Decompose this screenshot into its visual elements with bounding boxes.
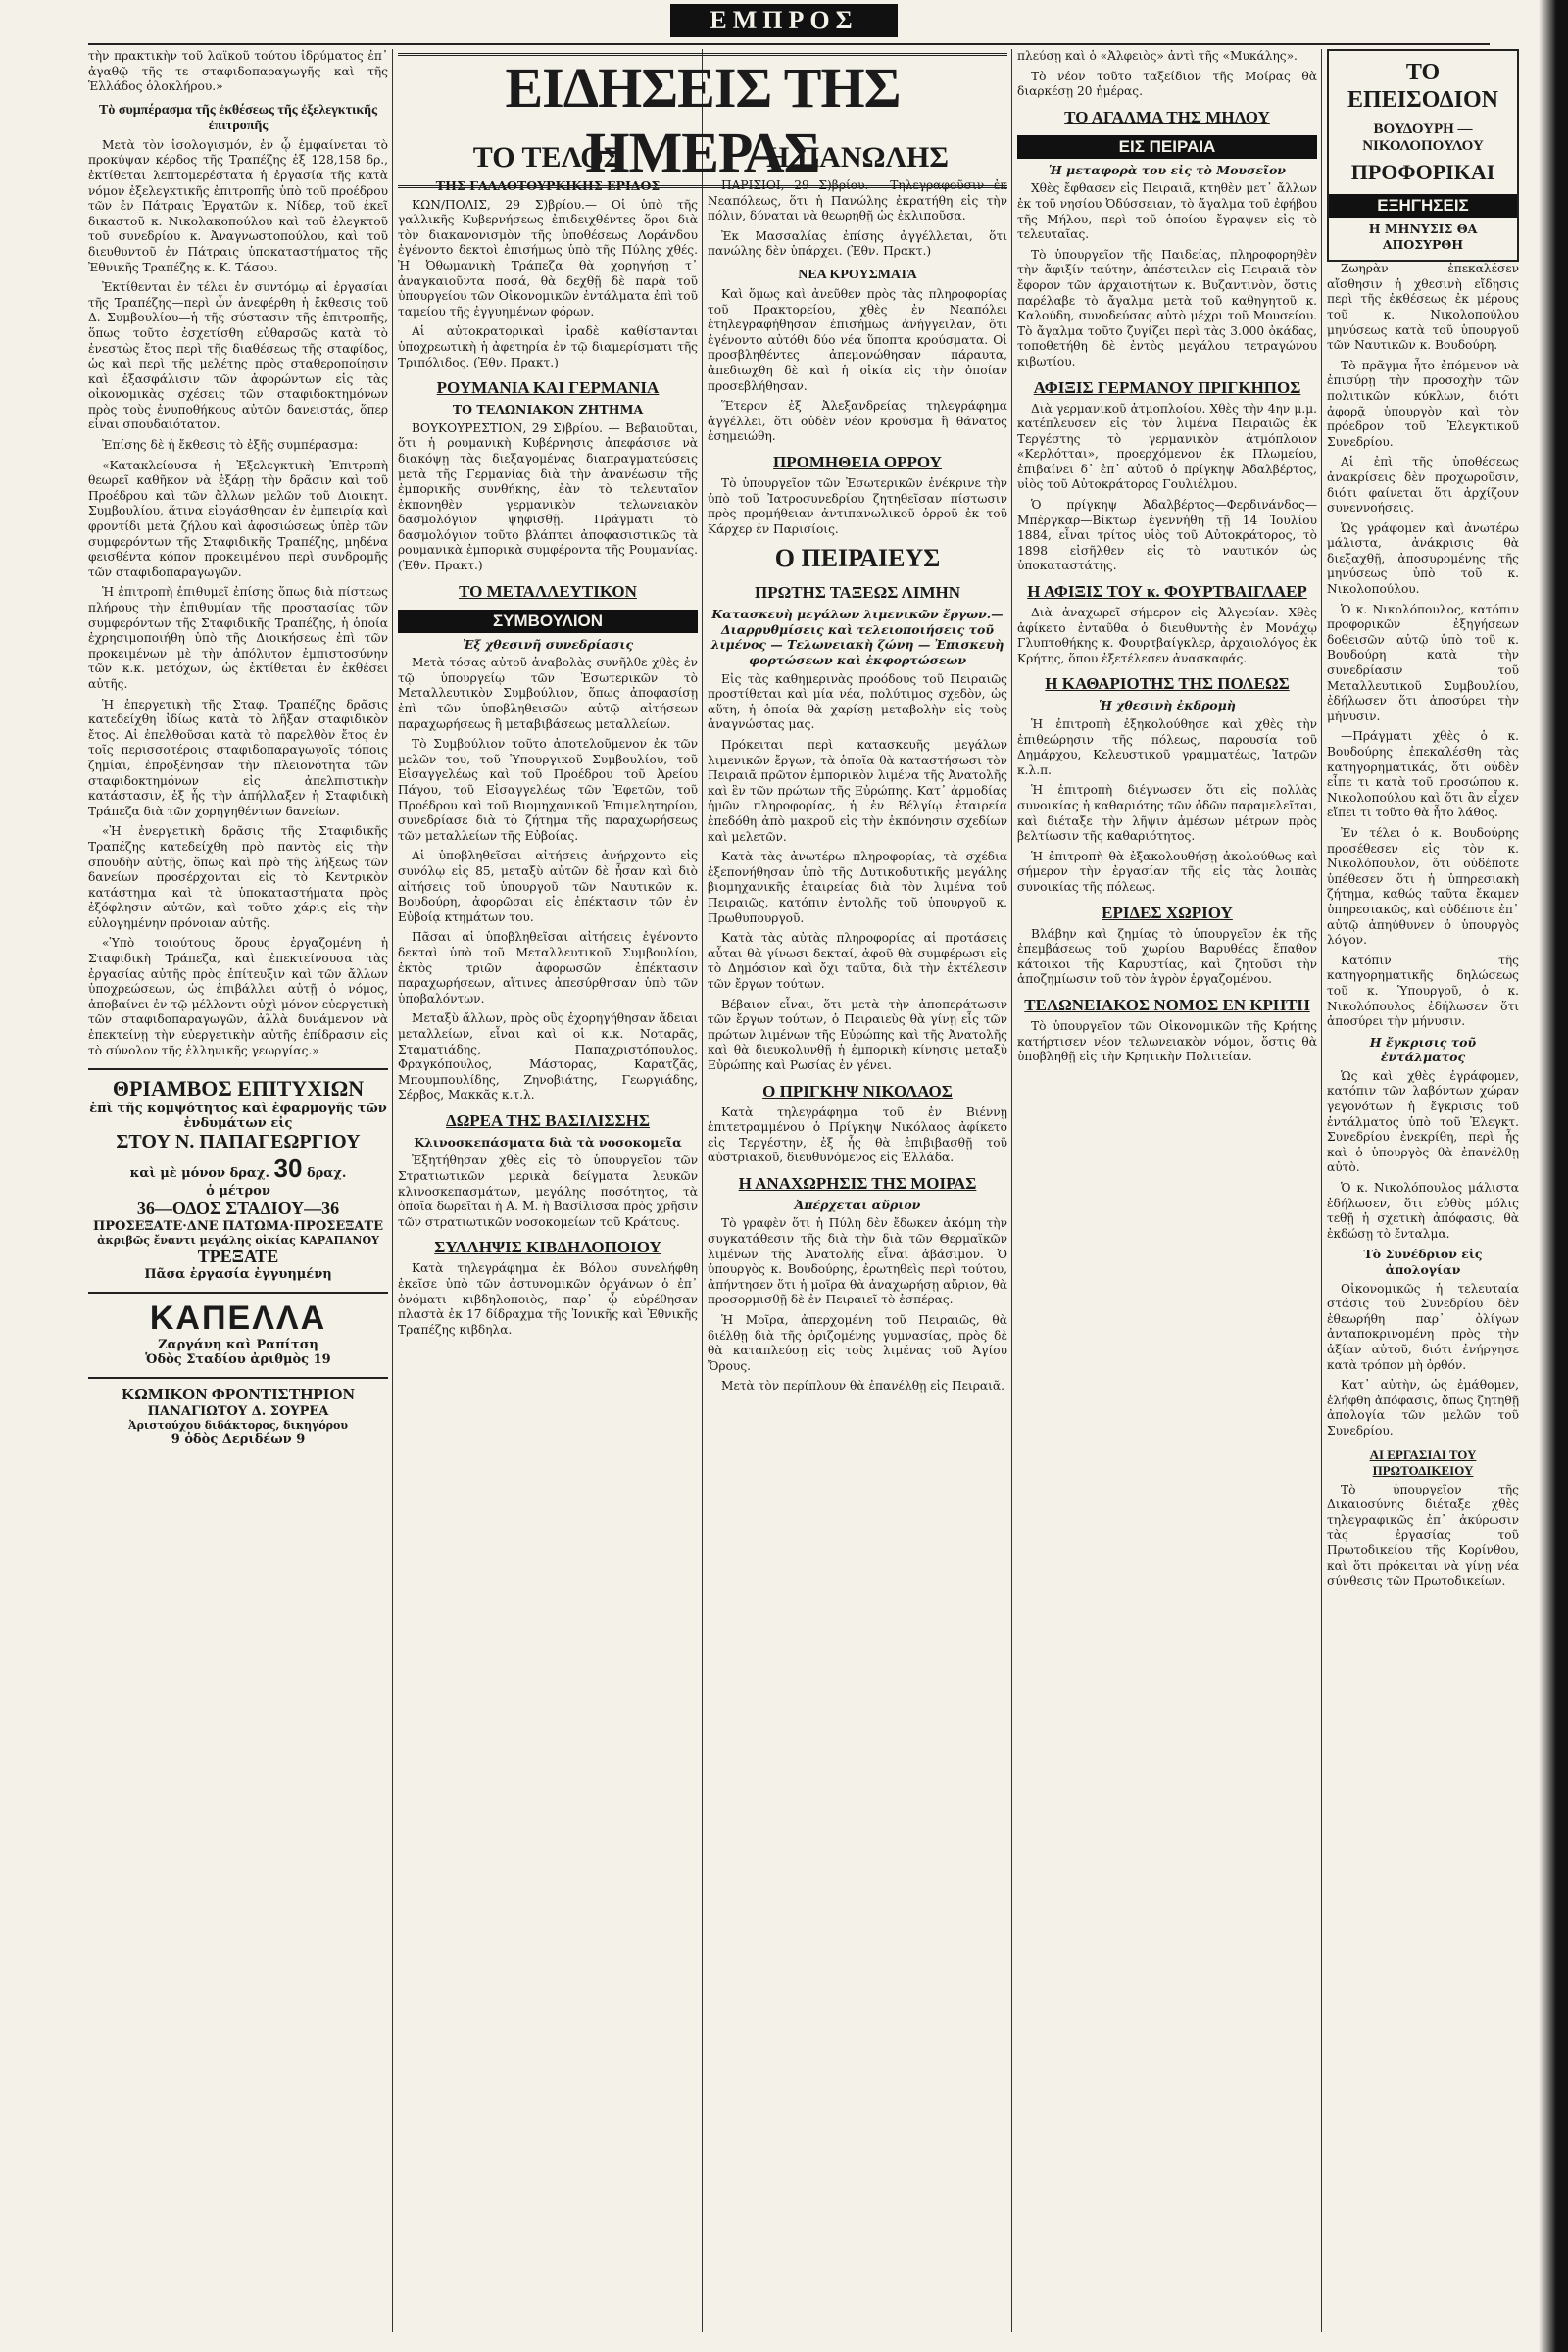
- column-divider: [392, 49, 393, 2332]
- paragraph: Ὡς γράφομεν καὶ ἀνωτέρω μάλιστα, ἀνάκρισις θὰ διεξαχθῇ, ἀποσυρομένης τῆς μηνύσεως ὑπὸ τοῦ κ. Νικολοπούλου.: [1327, 520, 1519, 597]
- column-divider: [1321, 49, 1322, 2332]
- paragraph: Ὁ κ. Νικολόπουλος, κατόπιν προφορικῶν ἐξηγήσεων δοθεισῶν αὐτῷ ὑπὸ τοῦ κ. Βουδούρη κατὰ τὴν συνεδρίασιν τοῦ Μεταλλευτικοῦ Συμβουλίου, ἐδήλωσεν ὅτι ἀποσύρει τὴν μήνυσιν.: [1327, 602, 1519, 723]
- paragraph: Κατ᾽ αὐτὴν, ὡς ἐμάθομεν, ἐλήφθη ἀπόφασις, ὅπως ζητηθῇ ἀπολογία τῶν μελῶν τοῦ Συνεδρίου.: [1327, 1378, 1519, 1438]
- paragraph: Ὁ πρίγκηψ Ἀδαλβέρτος—Φερδινάνδος—Μπέργκαρ—Βίκτωρ ἐγεννήθη τῇ 14 Ἰουλίου 1884, εἶναι τρίτος υἱὸς τοῦ Αὐτοκράτορος, τὸ 1898 εἰσῆλθεν εἰς τὸ ναυτικόν ὡς ὑποκαταστάτης.: [1017, 498, 1317, 573]
- article-heading: Η ΠΑΝΩΛΗΣ: [766, 141, 949, 173]
- masthead: [78, 4, 1490, 41]
- ad-price-suffix: δραχ.: [306, 1166, 347, 1182]
- column-divider: [702, 49, 703, 2332]
- article-subheading: Τὸ Συνέδριον εἰς ἀπολογίαν: [1363, 1247, 1483, 1277]
- ad-text: ἐπὶ τῆς κομψότητος καὶ ἐφαρμογῆς τῶν ἐνδυμάτων εἰς: [89, 1102, 387, 1132]
- advertisement-school: [88, 1377, 388, 1446]
- column-3: [708, 137, 1007, 2332]
- paragraph: Ἡ ἐπιτροπὴ θὰ ἐξακολουθήσῃ ἀκολούθως καὶ σήμερον τὴν ἐργασίαν τῆς εἰς τὰς λοιπὰς συνοικίας τῆς πόλεως.: [1017, 849, 1317, 894]
- paragraph: Βλάβην καὶ ζημίας τὸ ὑπουργεῖον ἐκ τῆς ἐπεμβάσεως τοῦ χωρίου Βαρυθέας ἔπαθον κάτοικοι τῆς Καρυστίας, καὶ ζητοῦσι τὴν ἀποζημίωσιν τοῦ τὸν ἀγρὸν ἐργαζομένου.: [1017, 926, 1317, 987]
- ad-address: ΠΡΟΣΕΞΑΤΕ·ΔΝΕ ΠΑΤΩΜΑ·ΠΡΟΣΕΞΑΤΕ: [92, 1219, 384, 1235]
- article-heading: ΠΡΟΜΗΘΕΙΑ ΟΡΡΟΥ: [773, 452, 942, 471]
- article-heading: Η ΑΝΑΧΩΡΗΣΙΣ ΤΗΣ ΜΟΙΡΑΣ: [738, 1173, 977, 1193]
- paragraph: «Ὑπὸ τοιούτους ὅρους ἐργαζομένη ἡ Σταφιδικὴ Τράπεζα, καὶ ἐπεκτείνουσα τὰς ἐργασίας αὐτῆς πρὸς ἐπίτευξιν καὶ τῶν ἄλλων ὑποχρεώσεων, ὡς ἐπιβάλλει αὐτῇ ὁ νόμος, ἀποβαίνει ἐν τῷ μέλλοντι οὐχὶ μόνον εὐεργετικὴ τῶν σταφιδοπαραγωγῶν, ἀλλὰ δυνάμενον νὰ ἐπεκτείνῃ τὴν εὐεργετικὴν αὐτῆς ἐπίδρασιν εἰς τὸ σύνολον τῆς ἑλληνικῆς γεωργίας.»: [88, 936, 388, 1057]
- column-4: [1017, 49, 1317, 2332]
- ad-address: 36—ΟΔΟΣ ΣΤΑΔΙΟΥ—36: [136, 1199, 340, 1219]
- article-heading: ΕΞΗΓΗΣΕΙΣ: [1329, 194, 1517, 218]
- paragraph: Χθὲς ἔφθασεν εἰς Πειραιᾶ, κτηθὲν μετ᾽ ἄλλων ἐκ τοῦ νησίου Ὀδύσσειαν, τὸ ἄγαλμα τοῦ ἐφήβου τῆς Μήλου, περὶ τοῦ ὁποίου ἔγραψεν εἰς τὸ τελευταῖας.: [1017, 181, 1317, 242]
- paragraph: Ἐξητήθησαν χθὲς εἰς τὸ ὑπουργεῖον τῶν Στρατιωτικῶν μερικὰ δείγματα λευκῶν κλινοσκεπασμάτων, μεγάλης ποσότητος, τὰ ὁποῖα δωρεῖται ἡ Α. Μ. ἡ Βασίλισσα πρὸς χρῆσιν τῶν στρατιωτικῶν νοσοκομείων τοῦ Κράτους.: [398, 1153, 698, 1229]
- ad-title: ΚΑΠΕΛΛΑ: [149, 1299, 327, 1338]
- paragraph: Πρόκειται περὶ κατασκευῆς μεγάλων λιμενικῶν ἔργων, τὰ ὁποῖα θὰ καταστήσωσι τὸν Πειραιᾶ πρῶτον ἐμπορικὸν λιμένα τῆς Ἀνατολῆς καὶ ἓν τῶν πρώτων τῆς Εὐρώπης. Κατ᾽ ἀρμοδίας ἡμῶν πληροφορίας, ἡ ἐν Βέλγίῳ ἑταιρεία ἐπεδόθη ἀπὸ μακροῦ εἰς τὴν ἐκπόνησιν σχεδίων καὶ μελετῶν.: [708, 738, 1007, 844]
- paragraph: Αἱ ὑποβληθεῖσαι αἰτήσεις ἀνήρχοντο εἰς συνόλῳ εἰς 85, μεταξὺ αὐτῶν δὲ ἦσαν καὶ διὸ αἰτήσεις τοῦ ὑπουργοῦ τῶν Ναυτικῶν κ. Βουδούρη, ἀφορῶσαι εἰς ἐπέκτασιν τῶν ἐν Εὐβοίᾳ κτημάτων του.: [398, 849, 698, 924]
- paragraph: Κατὰ τὰς αὐτὰς πληροφορίας αἱ προτάσεις αὗται θὰ γίνωσι δεκταί, ἀφοῦ θὰ συμφέρωσι εἰς τὸ Δημόσιον καὶ ὄχι ταῦτα, διὰ τὴν ἐκτέλεσιν τῶν ἔργων τούτων.: [708, 931, 1007, 991]
- paragraph: Διὰ ἀναχωρεῖ σήμερον εἰς Ἀλγερίαν. Χθὲς ἀφίκετο ἐνταῦθα ὁ διευθυντὴς ἐν Μονάχῳ Γλυπτοθήκης κ. Φουρτβαίγκλερ, ἀρχαιολόγος ἐκ Κρήτης, ὅπου ἐξετέλεσεν ἀνασκαφάς.: [1017, 606, 1317, 665]
- paragraph: Ἐπίσης δὲ ἡ ἔκθεσις τὸ ἐξῆς συμπέρασμα:: [102, 438, 359, 453]
- paragraph: Οἰκονομικῶς ἡ τελευταία στάσις τοῦ Συνεδρίου δὲν ἐθεωρήθη παρ᾽ ὀλίγων ἀνταποκρινομένη πρὸς τὴν ἀξίαν αὐτοῦ, διότι ἐνήργησε κατὰ τρόπον μὴ ὀρθόν.: [1327, 1281, 1519, 1372]
- article-heading: Ο ΠΡΙΓΚΗΨ ΝΙΚΟΛΑΟΣ: [762, 1081, 953, 1101]
- article-heading: ΠΡΟΦΟΡΙΚΑΙ: [1350, 160, 1495, 184]
- masthead-rule: [88, 43, 1490, 45]
- paragraph: πλεύσῃ καὶ ὁ «Ἀλφειὸς» ἀντὶ τῆς «Μυκάλης».: [1017, 49, 1298, 63]
- article-heading: ΑΦΙΞΙΣ ΓΕΡΜΑΝΟΥ ΠΡΙΓΚΗΠΟΣ: [1033, 377, 1301, 397]
- paragraph: Ἡ ἐπιτροπὴ ἐξηκολούθησε καὶ χθὲς τὴν ἐπιθεώρησιν τῆς πόλεως, παρουσία τοῦ Δημάρχου, Κελευστικοῦ γραμματέως, Ἰατρῶν κ.λ.π.: [1017, 717, 1317, 777]
- advertisement-tailor: [88, 1068, 388, 1282]
- article-heading: ΝΕΑ ΚΡΟΥΣΜΑΤΑ: [798, 267, 917, 282]
- paragraph: Ἡ ἐπιτροπὴ διέγνωσεν ὅτι εἰς πολλὰς συνοικίας ἡ καθαριότης τῶν ὁδῶν παραμελεῖται, καὶ διέταξε τὴν λῆψιν ἀμέσων μέτρων πρὸς βελτίωσιν τῆς καθαριότητος.: [1017, 783, 1317, 844]
- paragraph: Ὁ κ. Νικολόπουλος μάλιστα ἐδήλωσεν, ὅτι εὐθὺς μόλις τεθῇ ἡ σχετικὴ ἀπόφασις, θὰ ἐκδώσῃ τὸ ἔνταλμα.: [1327, 1181, 1519, 1241]
- paragraph: Τὸ Συμβούλιον τοῦτο ἀποτελοῦμενον ἐκ τῶν μελῶν του, τοῦ Ὑπουργικοῦ Συμβουλίου, τοῦ Εἰσαγγελέως καὶ τοῦ Προέδρου τοῦ Ἀρείου Πάγου, τοῦ Εἰσαγγελέως τῶν Ἐφετῶν, τοῦ Προέδρου καὶ τοῦ Βιομηχανικοῦ Ἐπιμελητηρίου, συνεδρίασε διὰ τὸ ζήτημα τῆς παραχωρήσεως τῶν μεταλλείων τῆς Εὐβοίας.: [398, 737, 698, 843]
- article-heading: Ο ΠΕΙΡΑΙΕΥΣ: [774, 544, 941, 573]
- paragraph: Ἐν τέλει ὁ κ. Βουδούρης προσέθεσεν εἰς τὸν κ. Νικολόπουλον, ὅτι οὐδέποτε ὑπέθεσεν ὅτι ἡ ὑπηρεσιακὴ ζήτημα, καθώς ταῦτα ἔκαμεν ὑπηρεσιακῶς, καὶ οὐδέποτε ἐπ᾽ αὐτῷ ἀπηύθυνεν ὁ ὑπουργὸς λόγον.: [1327, 825, 1519, 948]
- paragraph: Τὸ ὑπουργεῖον τῶν Οἰκονομικῶν τῆς Κρήτης κατήρτισεν νέον τελωνειακὸν νόμον, ὅστις θὰ ὑποβληθῇ εἰς τὴν Κρητικὴν Πολιτείαν.: [1017, 1018, 1317, 1064]
- paragraph: ΚΩΝ/ΠΟΛΙΣ, 29 Σ)βρίου.— Οἱ ὑπὸ τῆς γαλλικῆς Κυβερνήσεως ἐπιδειχθέντες ὅροι διὰ τὸν διακανονισμὸν τῆς ὑποθέσεως Λοράνδου ἐγένοντο δεκτοὶ ἐπισήμως ὑπὸ τῆς Πύλης χθές. Ἡ Ὀθωμανικὴ Τράπεζα θὰ χορηγήσῃ τ᾽ ἀναγκαιοῦντα ποσά, θὰ δεχθῇ δὲ παρὰ τοῦ ὑπουργείου τῶν Οἰκονομικῶν ἐντάλματα ἐπὶ τοῦ ταμείου τῆς ἐγγυημένων φόρων.: [398, 197, 698, 318]
- paragraph: Ἐκτίθενται ἐν τέλει ἐν συντόμῳ αἱ ἐργασίαι τῆς Τραπέζης—περὶ ὧν ἀνεφέρθη ἡ ἔκθεσις τοῦ Δ. Συμβουλίου—ἡ τῆς σύστασιν τῆς ἐπιτροπῆς, ὅπως τοῦτο ἐσχετίσθη εὐθαρσῶς κατὰ τὸ ἐνεστὼς ἔτος περὶ τῆς διαθέσεως τῆς σταφίδος, ὡς καὶ περὶ τῆς μελέτης πρὸς σταθεροποίησιν καὶ ἐξασφάλισιν τῶν ἀφορώντων εἰς τὰς οἰκονομικὰς σχέσεις τῶν σταφιδοκτημόνων πρὸς τοὺς ἐνυποθήκους αὐτῶν δανειστάς, ὅπερ εἶναι σπουδαιότατον.: [88, 280, 388, 432]
- paragraph: —Πράγματι χθὲς ὁ κ. Βουδούρης ἐπεκαλέσθη τὰς κατηγορηματικάς, ὅτι οὐδὲν εἶπε τι κατὰ τοῦ προσώπου κ. Νικολοπούλου καὶ ὅτι ἂν εἶχεν εἴπει τι τοῦτο θὰ ἦτο λάθος.: [1327, 729, 1519, 820]
- article-heading: ΑΙ ΕΡΓΑΣΙΑΙ ΤΟΥ ΠΡΩΤΟΔΙΚΕΙΟΥ: [1369, 1446, 1477, 1478]
- paragraph: Βέβαιον εἶναι, ὅτι μετὰ τὴν ἀποπεράτωσιν τῶν ἔργων τούτων, ὁ Πειραιεὺς θὰ γίνῃ εἷς τῶν πρώτων λιμένων τῆς Εὐρώπης καὶ τῆς Ἀνατολῆς καὶ θὰ διευκολυνθῇ ἡ ἐμπορικὴ κίνησις μεταξὺ Εὐρώπης καὶ Ρωσίας ἐν γένει.: [708, 997, 1007, 1072]
- paragraph: Καὶ ὅμως καὶ ἀνεῦθεν πρὸς τὰς πληροφορίας τοῦ Πρακτορείου, χθὲς ἐν Νεαπόλει ἐτηλεγραφήθησαν ἐπισήμως ἀνήγγειλαν, ὅτι ἐγένοντο αὐτόθι δύο νέα ὕποπτα κρούσματα. Οἱ προσβληθέντες ἀπεμονώθησαν πάραυτα, ἀπεδιωχθη δὲ καὶ ἡ οἰκία εἰς τὴν ὁποίαν προσεβλήθησαν.: [708, 286, 1007, 393]
- paragraph: Ὡς καὶ χθὲς ἐγράφομεν, κατόπιν τῶν λαβόντων χώραν γεγονότων ἡ ἔγκρισις τοῦ ἐντάλματος ὑπὸ τοῦ Ἐλεγκτ. Συνεδρίου ἐνεκρίθη, περὶ ἧς καὶ ὁ ὑπουργὸς θὰ ἐπανέλθῃ αὐτὸ.: [1327, 1068, 1519, 1175]
- ad-price-prefix: καὶ μὲ μόνον δραχ.: [129, 1166, 270, 1182]
- paragraph: Διὰ γερμανικοῦ ἀτμοπλοίου. Χθὲς τὴν 4ην μ.μ. κατέπλευσεν εἰς τὸν λιμένα Πειραιῶς ἐκ Τεργέστης τὸ γερμανικὸν ἀτμόπλοιον «Κερλότται», προερχόμενον ἐκ Πλωμείου, ἐπιβαίνει δ᾽ ἐπ᾽ αὐτοῦ ὁ πρίγκηψ Ἀδαλβέρτος, υἱὸς τοῦ Αὐτοκράτορος Γουλιέλμου.: [1017, 401, 1317, 492]
- article-heading: Η ΚΑΘΑΡΙΟΤΗΣ ΤΗΣ ΠΟΛΕΩΣ: [1045, 674, 1290, 694]
- ad-tag: ΤΡΕΞΑΤΕ: [197, 1247, 279, 1267]
- paragraph: Τὸ πρᾶγμα ἦτο ἐπόμενον νὰ ἐπισύρῃ τὴν προσοχὴν τῶν πολιτικῶν κύκλων, διότι ἀφορᾷ ὑπουργὸν καὶ τὸν πρόεδρον τοῦ Ἐλεγκτικοῦ Συνεδρίου.: [1327, 358, 1519, 449]
- paragraph: Τὸ ὑπουργεῖον τῆς Παιδείας, πληροφορηθὲν τὴν ἄφιξίν ταύτην, ἀπέστειλεν εἰς Πειραιᾶ τὸν ἔφορον τῶν ἀρχαιοτήτων κ. Βυζαντινὸν, ὅστις παρέλαβε τὸ ἄγαλμα μετὰ τοῦ καθηγητοῦ κ. Καλούδη, συνοδεύσας αὐτὸ μέχρι τοῦ Μουσείου. Τὸ ἄγαλμα τοῦτο ζυγίζει περὶ τὰς 3.000 ὀκάδας, τοποθετήθη δὲ ἐντὸς μεγάλου τετραγώνου κιβωτίου.: [1017, 247, 1317, 368]
- article-subheading: ΤΗΣ ΓΑΛΛΟΤΟΥΡΚΙΚΗΣ ΕΡΙΔΟΣ: [435, 178, 661, 193]
- paragraph: Ἕτερον ἐξ Ἀλεξανδρείας τηλεγράφημα ἀγγέλλει, ὅτι οὐδὲν νέον κρούσμα ἢ θάνατος ἐσημειώθη.: [708, 399, 1007, 444]
- paragraph: Τὸ νέον τοῦτο ταξείδιον τῆς Μοίρας θὰ διαρκέσῃ 20 ἡμέρας.: [1017, 69, 1317, 99]
- paragraph: Ἐκ Μασσαλίας ἐπίσης ἀγγέλλεται, ὅτι πανώλης δὲν ὑπάρχει. (Ἐθν. Πρακτ.): [708, 228, 1007, 259]
- paragraph: Κατόπιν τῆς κατηγορηματικῆς δηλώσεως τοῦ κ. Ὑπουργοῦ, ὁ κ. Νικολόπουλος ἐδήλωσεν ὅτι ἀποσύρει τὴν μήνυσιν.: [1327, 953, 1519, 1029]
- article-heading: Η ΑΦΙΞΙΣ ΤΟΥ κ. ΦΟΥΡΤΒΑΙΓΛΑΕΡ: [1027, 582, 1307, 602]
- article-subheading: ΣΥΜΒΟΥΛΙΟΝ: [398, 610, 698, 633]
- article-subheading: Η ΜΗΝΥΣΙΣ ΘΑ ΑΠΟΣΥΡΘΗ: [1368, 221, 1478, 252]
- ad-title: ΘΡΙΑΜΒΟΣ ΕΠΙΤΥΧΙΩΝ: [112, 1076, 365, 1102]
- column-1: [88, 49, 388, 2332]
- article-subheading: Κλινοσκεπάσματα διὰ τὰ νοσοκομεῖα: [414, 1134, 682, 1150]
- paragraph: ΠΑΡΙΣΙΟΙ, 29 Σ)βρίου. —Τηλεγραφοῦσιν ἐκ Νεαπόλεως, ὅτι ἡ Πανώλης ἐκρατήθη εἰς τὴν πόλιν, δύναται νὰ θεωρηθῇ ὡς ἐκλιποῦσα.: [708, 178, 1007, 223]
- article-heading: ΣΥΛΛΗΨΙΣ ΚΙΒΔΗΛΟΠΟΙΟΥ: [434, 1238, 662, 1257]
- ad-text: Ἀριστούχου διδάκτορος, δικηγόρου: [128, 1419, 348, 1433]
- article-subheading: ΤΟ ΤΕΛΩΝΙΑΚΟΝ ΖΗΤΗΜΑ: [452, 402, 644, 417]
- ad-text: Ζαργάνη καὶ Ραπίτση: [158, 1338, 318, 1353]
- paragraph: τὴν πρακτικὴν τοῦ λαϊκοῦ τούτου ἱδρύματος ἐπ᾽ ἀγαθῷ τῆς τε σταφιδοπαραγωγῆς καὶ τῆς Ἑλλάδος ὁλοκλήρου.»: [88, 49, 388, 94]
- paragraph: Μετὰ τὸν περίπλουν θὰ ἐπανέλθῃ εἰς Πειραιᾶ.: [721, 1379, 1005, 1394]
- paragraph: «Κατακλείουσα ἡ Ἐξελεγκτικὴ Ἐπιτροπὴ θεωρεῖ καθῆκον νὰ ἐξάρῃ τὴν δρᾶσιν καὶ τοῦ Προέδρου καὶ τῶν ἄλλων μελῶν τοῦ Διοικητ. Συμβουλίου, ἅτινα εἰργάσθησαν ἐν ἐμπειρίᾳ καὶ φροντίδι μετὰ ζήλου καὶ ἀφοσιώσεως ὑπὲρ τῶν συμφερόντων τῆς Σταφιδικῆς Τραπέζης, μηδένα φεισθέντα κόπον προκειμένου περὶ συνδρομῆς τῶν σταφιδοπαραγωγῶν.: [88, 458, 388, 579]
- ad-name: ΠΑΝΑΓΙΩΤΟΥ Δ. ΣΟΥΡΕΑ: [147, 1404, 329, 1420]
- article-subheading: ΕΙΣ ΠΕΙΡΑΙΑ: [1017, 135, 1317, 159]
- paragraph: Μεταξὺ ἄλλων, πρὸς οὓς ἐχορηγήθησαν ἄδειαι μεταλλείων, εἶναι καὶ οἱ κ.κ. Νοταρᾶς, Σταματιάδης, Παπαχριστόπουλος, Φραγκόπουλος, Μάστορας, Καρατζᾶς, Μπουμπουλίδης, Ζηνοβιάτης, Γεωργιάδης, Σέρβος, Μακκᾶς κ.τ.λ.: [398, 1011, 698, 1102]
- paragraph: Εἰς τὰς καθημερινὰς προόδους τοῦ Πειραιῶς προστίθεται καὶ μία νέα, πολύτιμος σχεδὸν, ὡς αὕτη, ἡ ὁποία θὰ χαρίσῃ μεταβολὴν εἰς τοὺς ἀναγνώστας μας.: [708, 671, 1007, 732]
- page-edge: [1539, 0, 1568, 2352]
- article-subheading: Ἐξ χθεσινῆ συνεδρίασις: [462, 636, 634, 652]
- paragraph: Ἡ ἐπιτροπὴ ἐπιθυμεῖ ἐπίσης ὅπως διὰ πίστεως πλήρους τὴν ἐπιθυμίαν τῆς προστασίας τῶν συμφερόντων τῆς Σταφιδικῆς Τραπέζης, ἡ ὁποία ἐχρησιμοποιήθη ὑπὸ τῆς Διοικήσεως ἐπὶ τῶν προκειμένων μὲ τὴν ἀπόλυτον ἐμπιστοσύνην τῶν κ.κ. μετόχων, ὡς ἐκτίθεται ἐν ἐκθέσει αὐτῆς.: [88, 585, 388, 691]
- paragraph: Κατὰ τὰς ἀνωτέρω πληροφορίας, τὰ σχέδια ἐξεπονήθησαν ὑπὸ τῆς Δυτικοδυτικῆς μεγάλης βιομηχανικῆς ἑταιρείας διὰ τὸν λιμένα τοῦ Πειραιῶς, κατόπιν ἐντολῆς τοῦ ὑπουργοῦ κ. Πρωθυπουργοῦ.: [708, 850, 1007, 925]
- paragraph: Αἱ αὐτοκρατορικαὶ ἰραδὲ καθίστανται ὑποχρεωτικὴ ἡ ἀφετηρία ἐν τῷ διαμερίσματι τῆς Τριπόλιδος. (Ἐθν. Πρακτ.): [398, 324, 698, 369]
- article-heading: ΤΕΛΩΝΕΙΑΚΟΣ ΝΟΜΟΣ ΕΝ ΚΡΗΤΗ: [1024, 995, 1310, 1014]
- paragraph: «Ἡ ἐνεργετικὴ δρᾶσις τῆς Σταφιδικῆς Τραπέζης κατεδείχθη πρὸ παντὸς εἰς τὴν σπουδὴν αὐτῆς, ὅπως καὶ πρὸ τῆς λήξεως τῶν δανείων προσέρχονται εἰς τὸ Κεντρικὸν κατάστημα καὶ τὰ ὑποκαταστήματα πρὸς ἐξόφλησιν αὐτῶν, καὶ τοῦτο χάρις εἰς τὴν εὐλογημένην πρόνοιαν αὐτῆς.: [88, 824, 388, 930]
- ad-title: ΚΩΜΙΚΟΝ ΦΡΟΝΤΙΣΤΗΡΙΟΝ: [122, 1385, 355, 1404]
- article-heading: Τὸ συμπέρασμα τῆς ἐκθέσεως τῆς ἐξελεγκτικῆς ἐπιτροπῆς: [99, 102, 377, 133]
- ad-line: ὁ μέτρον: [206, 1184, 270, 1200]
- paragraph: Τὸ γραφὲν ὅτι ἡ Πύλη δὲν ἔδωκεν ἀκόμη τὴν συγκατάθεσιν τῆς διὰ τὴν διὰ τῶν Θερμαϊκῶν λιμένων τῆς Ἀνατολῆς εἶναι ἀβάσιμον. Ὁ ὑπουργὸς κ. Βουδούρης, ἐρωτηθεὶς περὶ τούτου, ἀπήντησεν ὅτι ἡ μοῖρα θὰ ἀναχωρήσῃ αὔριον, θὰ προσορμισθῇ δὲ ἐν Πειραιεῖ τὸ ἑσπέρας.: [708, 1216, 1007, 1307]
- headline-box: [1327, 49, 1519, 262]
- paragraph: Αἱ ἐπὶ τῆς ὑποθέσεως ἀνακρίσεις δὲν προχωροῦσιν, διότι φαίνεται ὅτι ἀρχίζουν συνεννοήσεις.: [1327, 455, 1519, 515]
- column-divider: [1011, 49, 1012, 2332]
- ad-address: ἀκριβῶς ἔναντι μεγάλης οἰκίας ΚΑΡΑΠΑΝΟΥ: [97, 1234, 379, 1248]
- article-heading: ΕΡΙΔΕΣ ΧΩΡΙΟΥ: [1102, 903, 1233, 922]
- article-subheading: Ἡ χθεσινὴ ἐκδρομὴ: [1099, 698, 1236, 713]
- ad-price: 30: [273, 1153, 303, 1184]
- section-title: ΕΙΔΗΣΕΙΣ ΤΗΣ ΗΜΕΡΑΣ: [398, 53, 1007, 188]
- paragraph: Τὸ ὑπουργεῖον τῆς Δικαιοσύνης διέταξε χθὲς τηλεγραφικῶς ἐπ᾽ ἀκύρωσιν τὰς ἐργασίας τοῦ Πρωτοδικείου τῆς Κορίνθου, καὶ ὅτι πρόκειται νὰ γίνῃ νέα σύνθεσις τῶν Πρωτοδικείων.: [1327, 1482, 1519, 1589]
- article-heading: ΡΟΥΜΑΝΙΑ ΚΑΙ ΓΕΡΜΑΝΙΑ: [436, 378, 660, 398]
- article-heading: ΤΟ ΤΕΛΟΣ: [472, 141, 623, 173]
- paragraph: Μετὰ τὸν ἰσολογισμόν, ἐν ᾧ ἐμφαίνεται τὸ προκύψαν κέρδος τῆς Τραπέζης ἐξ 128,158 δρ., ἐκτίθεται λεπτομερέστατα ἡ ἐργασία τῆς κατὰ νόμον ἐξελεγκτικῆς ἐπιτροπῆς ὑπὸ τοῦ προέδρου τῶν ἐν Πάτραις Ἐργατῶν κ. Νίδερ, τοῦ ἐκεῖ δικαστοῦ κ. Νικολακοπούλου καὶ τοῦ ἐλεγκτοῦ τοῦ συνεδρίου κ. Ἀναγνωστοπούλου, καὶ τοῦ διευθυντοῦ ἐν Πάτραις ὑποκαταστήματος τῆς Ἐθνικῆς Τραπέζης κ. Κ. Τάσου.: [88, 137, 388, 274]
- ad-note: Πᾶσα ἐργασία ἐγγυημένη: [144, 1267, 332, 1283]
- article-heading: ΔΩΡΕΑ ΤΗΣ ΒΑΣΙΛΙΣΣΗΣ: [446, 1110, 650, 1130]
- paragraph: ΒΟΥΚΟΥΡΕΣΤΙΟΝ, 29 Σ)βρίου. — Βεβαιοῦται, ὅτι ἡ ρουμανικὴ Κυβέρνησις ἀπεφάσισε νὰ διακόψῃ τὰς διεξαγομένας διαπραγματεύσεις μετὰ τῆς Γερμανίας διὰ τὴν ἀνανέωσιν τῆς ἐμπορικῆς συνθήκης, ἐὰν τὸ τελευταῖον ἐκπονηθὲν γερμανικὸν τελωνειακὸν δασμολόγιον ψηφισθῇ. Πράγματι τὸ δασμολόγιον τοῦτο βλάπτει ἀποφασιστικῶς τὰ ρουμανικὰ ἐμπορικὰ συμφέροντα τῆς Ρουμανίας. (Ἐθν. Πρακτ.): [398, 420, 698, 573]
- article-subheading: Η ἔγκρισις τοῦ ἐντάλματος: [1369, 1034, 1477, 1065]
- article-subheading: Κατασκευὴ μεγάλων λιμενικῶν ἔργων.— Διαρρυθμίσεις καὶ τελειοποιήσεις τοῦ λιμένος — Τελωνειακὴ ζώνη — Ἐπισκευὴ φορτώσεων καὶ ἐκφορτώσεων: [710, 607, 1004, 668]
- paragraph: Κατὰ τηλεγράφημα τοῦ ἐν Βιέννῃ ἐπιτετραμμένου ὁ Πρίγκηψ Νικόλαος ἀφίκετο εἰς Τεργέστην, ἐξ ἧς θὰ ἐπιβιβασθῇ τοῦ αὐστριακοῦ, διευθυνόμενος εἰς Ἑλλάδα.: [708, 1104, 1007, 1165]
- article-subheading: ΠΡΩΤΗΣ ΤΑΞΕΩΣ ΛΙΜΗΝ: [754, 583, 961, 603]
- ad-address: Ὁδὸς Σταδίου ἀριθμὸς 19: [145, 1352, 331, 1368]
- paragraph: Ζωηρὰν ἐπεκαλέσεν αἴσθησιν ἡ χθεσινὴ εἴδησις περὶ τῆς ἐκθέσεως ἐκ μέρους τοῦ κ. Νικολοπούλου μηνύσεως κατὰ τοῦ ὑπουργοῦ τῶν Ναυτικῶν κ. Βουδούρη.: [1327, 262, 1519, 353]
- ad-shop: ΣΤΟΥ Ν. ΠΑΠΑΓΕΩΡΓΙΟΥ: [116, 1131, 361, 1153]
- masthead-title: ΕΜΠΡΟΣ: [670, 4, 897, 37]
- column-5: [1327, 49, 1519, 2332]
- article-heading: ΒΟΥΔΟΥΡΗ — ΝΙΚΟΛΟΠΟΥΛΟΥ: [1362, 122, 1484, 154]
- paragraph: Τὸ ὑπουργεῖον τῶν Ἐσωτερικῶν ἐνέκρινε τὴν ὑπὸ τοῦ Ἰατροσυνεδρίου ζητηθεῖσαν πίστωσιν πρὸς προμήθειαν ἀντιπανωλικοῦ ὀρροῦ ἐκ τοῦ Κάρχερ ἐν Παρισίοις.: [708, 475, 1007, 536]
- paragraph: Ἡ Μοῖρα, ἀπερχομένη τοῦ Πειραιῶς, θὰ διέλθῃ διὰ τῆς ὀριζομένης γυμνασίας, πρὸς δὲ θὰ καταπλεύσῃ εἰς τοὺς λιμένας τοῦ Ἀγίου Ὄρους.: [708, 1313, 1007, 1373]
- article-subheading: Ἡ μεταφορὰ του εἰς τὸ Μουσεῖον: [1049, 162, 1286, 177]
- article-heading: ΤΟ ΕΠΕΙΣΟΔΙΟΝ: [1348, 60, 1498, 113]
- paragraph: Πᾶσαι αἱ ὑποβληθεῖσαι αἰτήσεις ἐγένοντο δεκταὶ ὑπὸ τοῦ Μεταλλευτικοῦ Συμβουλίου, ἐκτὸς τριῶν ἀφορωσῶν ἐπέκτασιν παραχωρήσεων, αἵτινες ἀπεσύρθησαν ὑπὸ τῶν ὑποβαλόντων.: [398, 930, 698, 1005]
- paragraph: Μετὰ τόσας αὐτοῦ ἀναβολὰς συνῆλθε χθὲς ἐν τῷ ὑπουργείῳ τῶν Ἐσωτερικῶν τὸ Μεταλλευτικὸν Συμβούλιον, ὅπως ἀποφασίσῃ ἐπὶ τῶν ὑποβληθεισῶν αὐτῷ αἰτήσεων παραχωρήσεως ἢ μεταβιβάσεως μεταλλείων.: [398, 656, 698, 731]
- article-subheading: Ἀπέρχεται αὔριον: [794, 1197, 921, 1212]
- paragraph: Ἡ ἐπεργετικὴ τῆς Σταφ. Τραπέζης δρᾶσις κατεδείχθη ἰδίως κατὰ τὸ λῆξαν σταφιδικὸν ἔτος. Αἱ ἐπελθοῦσαι κατὰ τὸ παρελθὸν ἔτος ἐν τοῖς περισσοτέροις σταφιδοπαραγωγοῖς τόποις ζημίαι, ἐπροξένησαν τὴν πλειονότητα τῶν σταφιδοκτημόνων εἰς ἀπελπιστικὴν κατάστασιν, ἐξ ἧς τὴν ἀπήλλαξεν ἡ Σταφιδικὴ Τράπεζα διὰ τῶν χορηγηθέντων δανείων.: [88, 697, 388, 818]
- advertisement-hats: [88, 1292, 388, 1367]
- column-2: [398, 137, 698, 2332]
- paragraph: Κατὰ τηλεγράφημα ἐκ Βόλου συνελήφθη ἐκεῖσε ὑπὸ τῶν ἀστυνομικῶν ὀργάνων ὁ ἐπ᾽ ὀνόματι κιβδηλοποιὸς, παρ᾽ ᾧ εὑρέθησαν πλαστὰ ἐκ 17 δίδραχμα τῆς Ἰονικῆς καὶ Ἐθνικῆς Τραπέζης κιβδηλα.: [398, 1261, 698, 1337]
- article-heading: ΤΟ ΜΕΤΑΛΛΕΥΤΙΚΟΝ: [459, 581, 637, 601]
- article-heading: ΤΟ ΑΓΑΛΜΑ ΤΗΣ ΜΗΛΟΥ: [1064, 107, 1270, 126]
- ad-address: 9 ὁδὸς Δεριδέων 9: [171, 1432, 306, 1447]
